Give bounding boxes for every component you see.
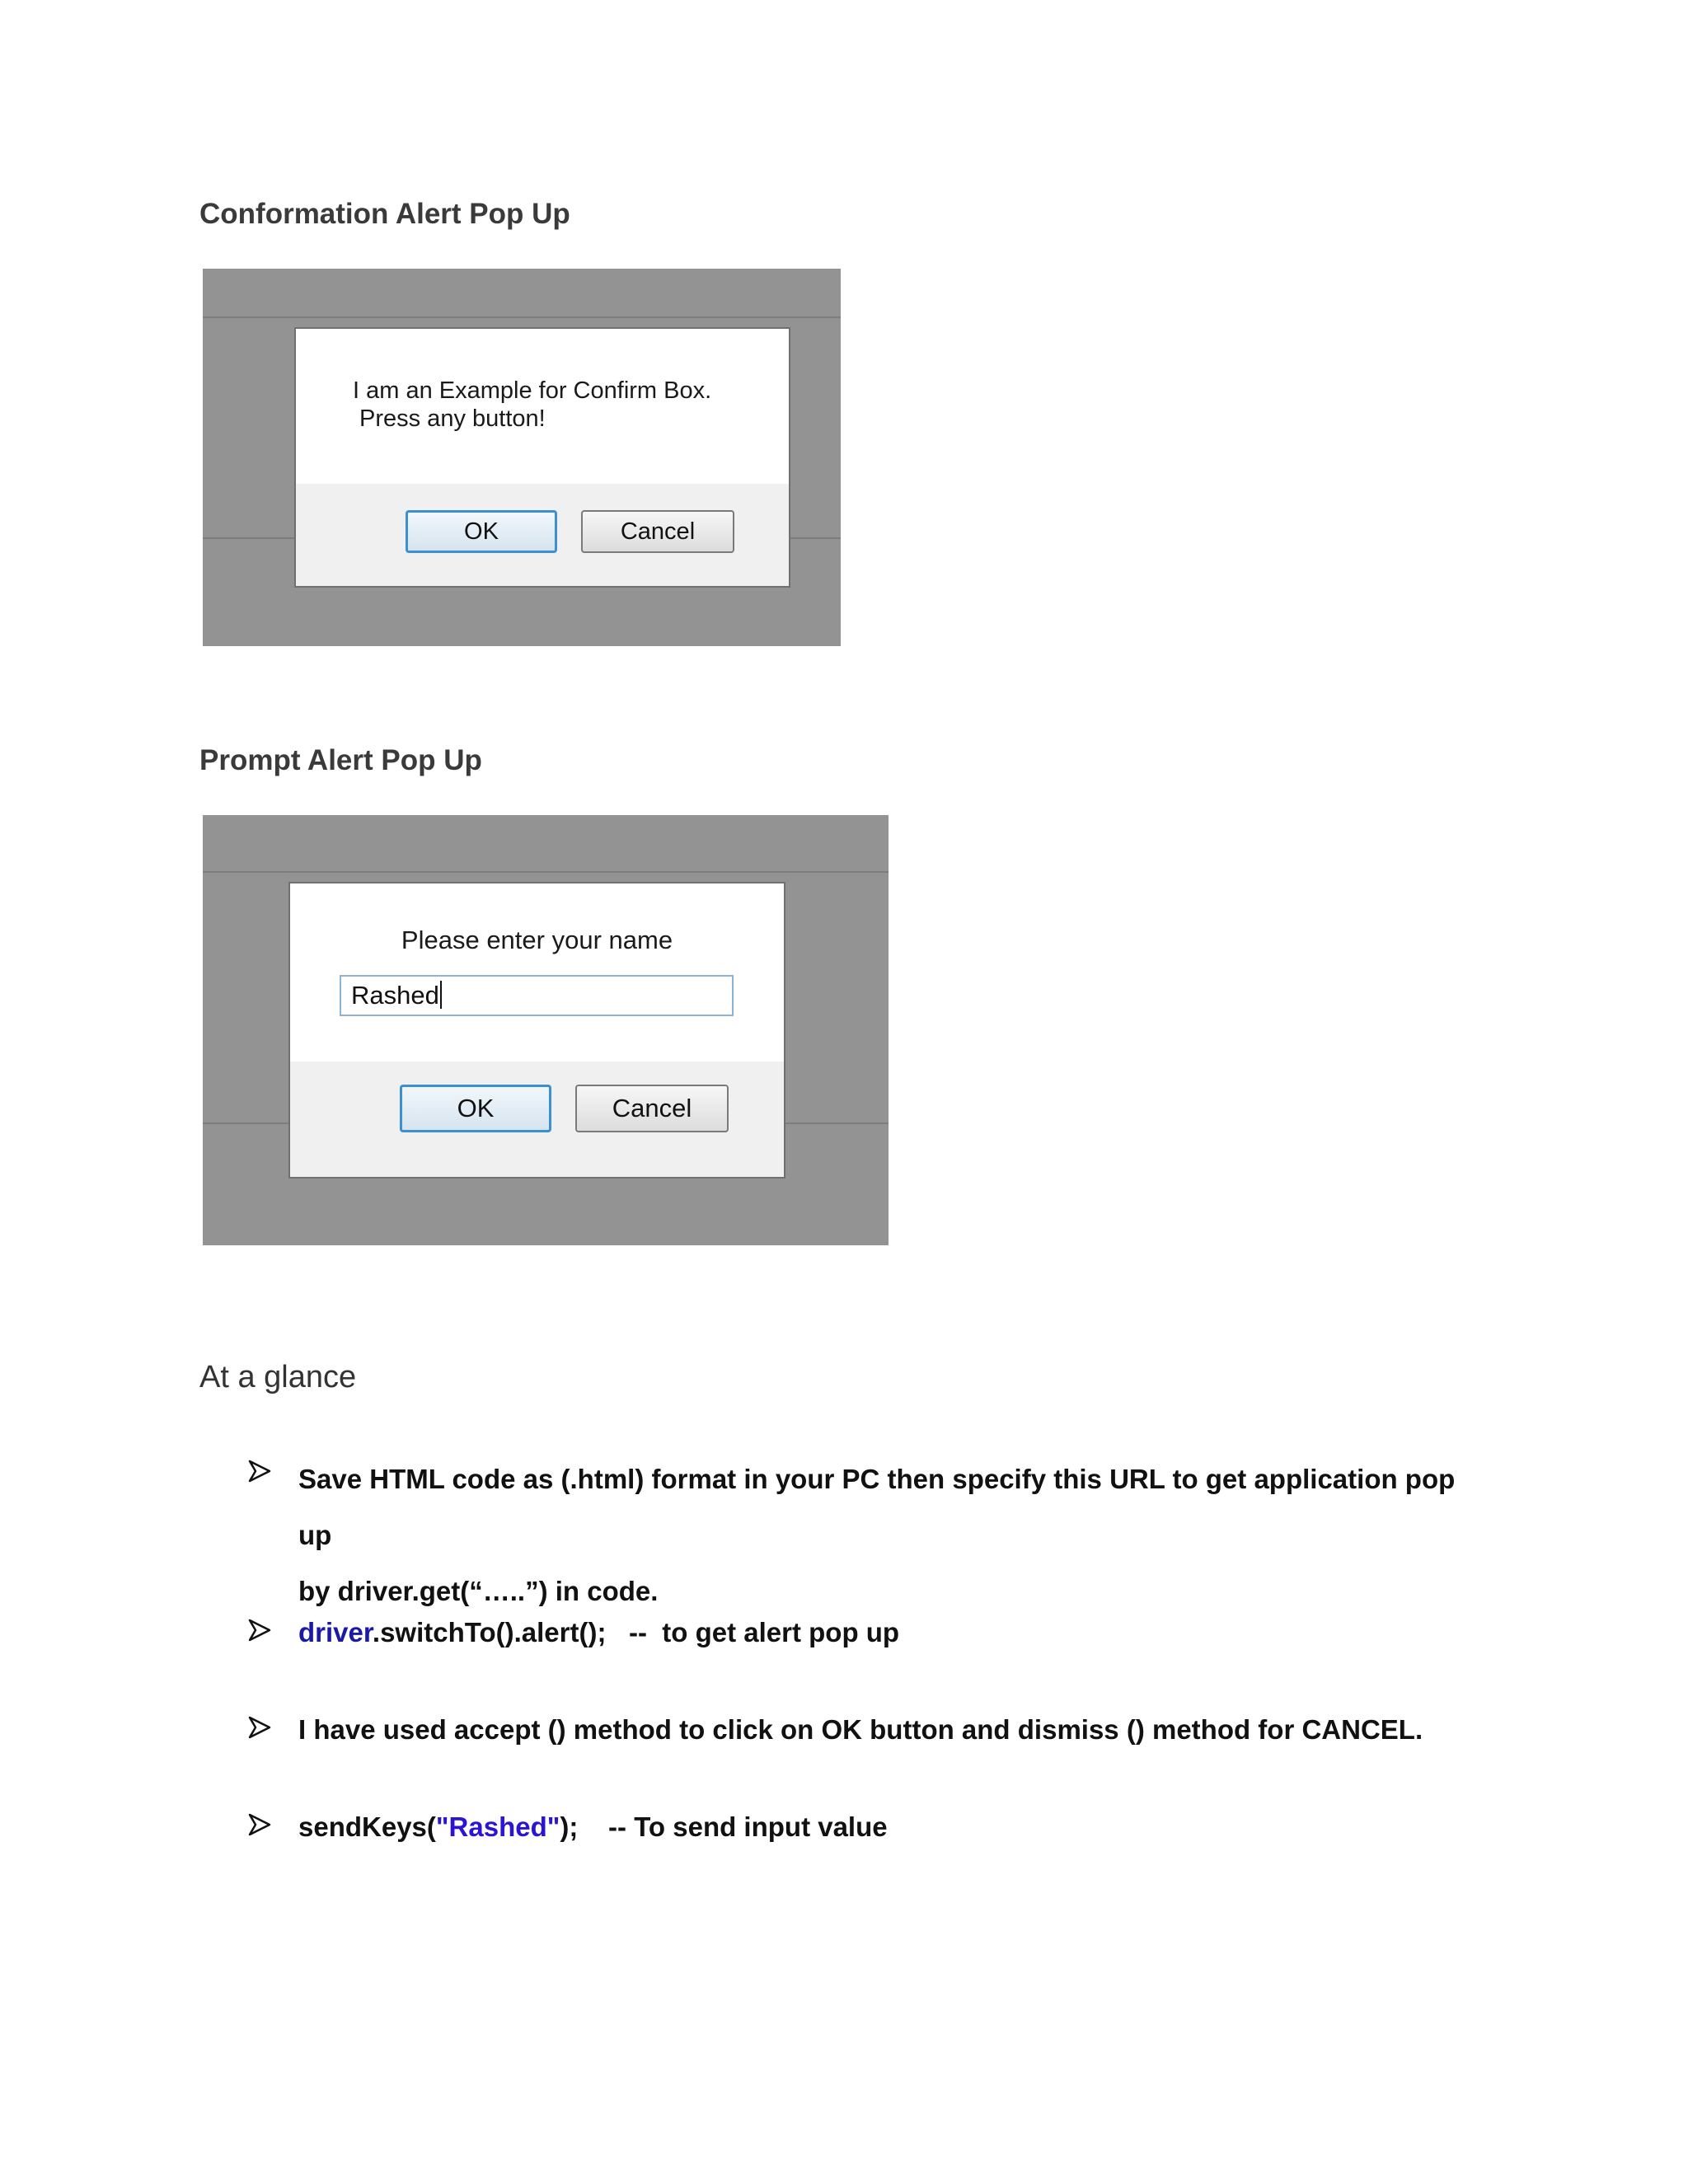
name-input[interactable] xyxy=(340,975,734,1016)
code-keyword: driver xyxy=(298,1617,373,1647)
prompt-screenshot xyxy=(203,815,889,1245)
bullet-item: I have used accept () method to click on OK button and dismiss () method for CANCEL. xyxy=(298,1714,1423,1745)
bullet-item xyxy=(298,1451,1485,1619)
confirm-message-line1: I am an Example for Confirm Box. xyxy=(353,377,712,404)
code-string: "Rashed" xyxy=(435,1811,560,1842)
confirm-message-line2: Press any button! xyxy=(359,405,546,432)
prompt-dialog xyxy=(288,882,785,1179)
cancel-button[interactable]: Cancel xyxy=(581,510,734,553)
name-input-value: Rashed xyxy=(351,981,439,1010)
arrowhead-bullet-icon xyxy=(247,1715,297,1747)
bullet-text: sendKeys( xyxy=(298,1811,436,1842)
prompt-message: Please enter your name xyxy=(401,926,673,954)
arrowhead-bullet-icon xyxy=(247,1459,297,1491)
bullet-item xyxy=(298,1605,1485,1661)
bullet-line: by driver.get(“…..”) in code. xyxy=(298,1576,659,1606)
bullet-item xyxy=(298,1799,1485,1855)
confirm-section-heading: Conformation Alert Pop Up xyxy=(199,198,570,230)
bullet-line: Save HTML code as (.html) format in your PC then specify this URL to get application pop up xyxy=(298,1464,1456,1550)
cancel-button[interactable]: Cancel xyxy=(575,1085,729,1132)
glance-heading: At a glance xyxy=(199,1360,357,1394)
prompt-section-heading: Prompt Alert Pop Up xyxy=(199,744,482,776)
confirm-screenshot xyxy=(203,269,841,646)
backdrop-divider xyxy=(203,316,841,318)
ok-button[interactable]: OK xyxy=(406,510,557,553)
arrowhead-bullet-icon xyxy=(247,1812,297,1844)
text-cursor xyxy=(440,981,442,1009)
bullet-text: .switchTo().alert(); -- to get alert pop up xyxy=(372,1617,900,1647)
backdrop-divider xyxy=(203,871,889,873)
bullet-text: ); -- To send input value xyxy=(560,1811,888,1842)
confirm-dialog xyxy=(294,327,790,588)
arrowhead-bullet-icon xyxy=(247,1618,297,1650)
ok-button[interactable]: OK xyxy=(400,1085,551,1132)
